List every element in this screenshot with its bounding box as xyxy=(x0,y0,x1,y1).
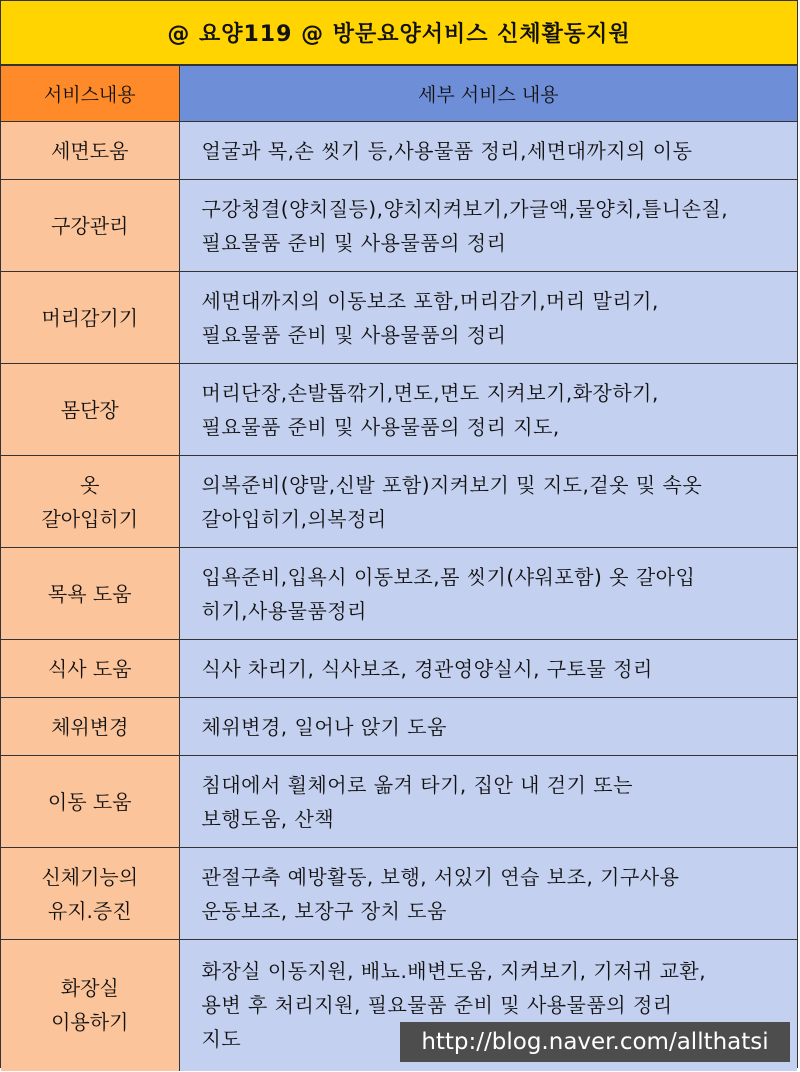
service-category-cell xyxy=(1,456,179,548)
service-category-label: 체위변경 xyxy=(51,714,129,739)
service-detail-cell xyxy=(179,756,797,848)
service-category-cell xyxy=(1,272,179,364)
service-category-label: 몸단장 xyxy=(60,397,119,422)
service-detail-cell xyxy=(179,698,797,756)
service-detail-line: 필요물품 준비 및 사용물품의 정리 xyxy=(201,230,507,255)
service-detail-line: 체위변경, 일어나 앉기 도움 xyxy=(201,714,447,739)
table-row xyxy=(1,756,797,848)
service-category-label: 구강관리 xyxy=(51,213,129,238)
service-category-cell xyxy=(1,756,179,848)
table-row xyxy=(1,640,797,698)
service-category-label: 세면도움 xyxy=(51,138,129,163)
table-row xyxy=(1,272,797,364)
service-detail-line: 머리단장,손발톱깎기,면도,면도 지켜보기,화장하기, xyxy=(201,380,659,405)
service-category-label: 옷 xyxy=(80,472,100,497)
service-detail-cell xyxy=(179,364,797,456)
service-category-label: 식사 도움 xyxy=(47,656,132,681)
header-service-details: 세부 서비스 내용 xyxy=(179,66,797,122)
table-row xyxy=(1,548,797,640)
service-category-label: 머리감기기 xyxy=(41,305,139,330)
service-detail-line: 세면대까지의 이동보조 포함,머리감기,머리 말리기, xyxy=(201,288,659,313)
service-detail-line: 지도 xyxy=(201,1027,242,1051)
service-detail-line: 관절구축 예방활동, 보행, 서있기 연습 보조, 기구사용 xyxy=(201,864,680,889)
service-detail-line: 히기,사용물품정리 xyxy=(201,598,367,623)
service-category-cell xyxy=(1,640,179,698)
service-category-label: 유지.증진 xyxy=(47,898,132,923)
service-detail-line: 필요물품 준비 및 사용물품의 정리 지도, xyxy=(201,414,560,439)
service-detail-cell xyxy=(179,640,797,698)
service-category-cell xyxy=(1,180,179,272)
service-detail-line: 구강청결(양치질등),양치지켜보기,가글액,물양치,틀니손질, xyxy=(201,196,729,221)
service-category-cell xyxy=(1,698,179,756)
service-detail-cell xyxy=(179,848,797,940)
service-detail-line: 화장실 이동지원, 배뇨.배변도움, 지켜보기, 기저귀 교환, xyxy=(201,959,707,983)
service-detail-cell xyxy=(179,180,797,272)
service-detail-line: 필요물품 준비 및 사용물품의 정리 xyxy=(201,322,507,347)
service-detail-cell xyxy=(179,456,797,548)
service-detail-line: 입욕준비,입욕시 이동보조,몸 씻기(샤워포함) 옷 갈아입 xyxy=(201,564,696,589)
service-category-label: 이용하기 xyxy=(51,1010,129,1035)
table-row xyxy=(1,698,797,756)
blog-url-watermark: http://blog.naver.com/allthatsi xyxy=(400,1022,790,1062)
service-category-label: 신체기능의 xyxy=(41,864,139,889)
service-category-cell xyxy=(1,122,179,180)
service-detail-line: 얼굴과 목,손 씻기 등,사용물품 정리,세면대까지의 이동 xyxy=(201,138,693,163)
service-category-label: 이동 도움 xyxy=(47,789,132,814)
service-detail-cell xyxy=(179,122,797,180)
service-detail-line: 용변 후 처리지원, 필요물품 준비 및 사용물품의 정리 xyxy=(201,993,673,1017)
service-category-label: 갈아입히기 xyxy=(41,506,139,531)
table-row xyxy=(1,364,797,456)
table-row xyxy=(1,848,797,940)
page-title: @ 요양119 @ 방문요양서비스 신체활동지원 xyxy=(1,1,797,65)
service-category-label: 목욕 도움 xyxy=(47,581,132,606)
header-service-content: 서비스내용 xyxy=(1,66,179,122)
table-body xyxy=(1,122,797,1071)
table-row xyxy=(1,180,797,272)
service-detail-line: 갈아입히기,의복정리 xyxy=(201,506,387,531)
service-detail-line: 보행도움, 산책 xyxy=(201,806,335,831)
service-category-cell xyxy=(1,548,179,640)
service-detail-line: 침대에서 휠체어로 옮겨 타기, 집안 내 걷기 또는 xyxy=(201,772,633,797)
service-category-cell xyxy=(1,364,179,456)
service-detail-cell xyxy=(179,548,797,640)
service-table xyxy=(1,65,797,1071)
service-detail-line: 운동보조, 보장구 장치 도움 xyxy=(201,898,447,923)
service-detail-line: 식사 차리기, 식사보조, 경관영양실시, 구토물 정리 xyxy=(201,656,653,681)
table-header-row xyxy=(1,66,797,122)
service-category-cell xyxy=(1,848,179,940)
service-detail-cell xyxy=(179,272,797,364)
table-row xyxy=(1,456,797,548)
service-category-label: 화장실 xyxy=(60,976,119,1001)
service-category-cell xyxy=(1,940,179,1071)
service-detail-line: 의복준비(양말,신발 포함)지켜보기 및 지도,겉옷 및 속옷 xyxy=(201,472,703,497)
table-row xyxy=(1,122,797,180)
